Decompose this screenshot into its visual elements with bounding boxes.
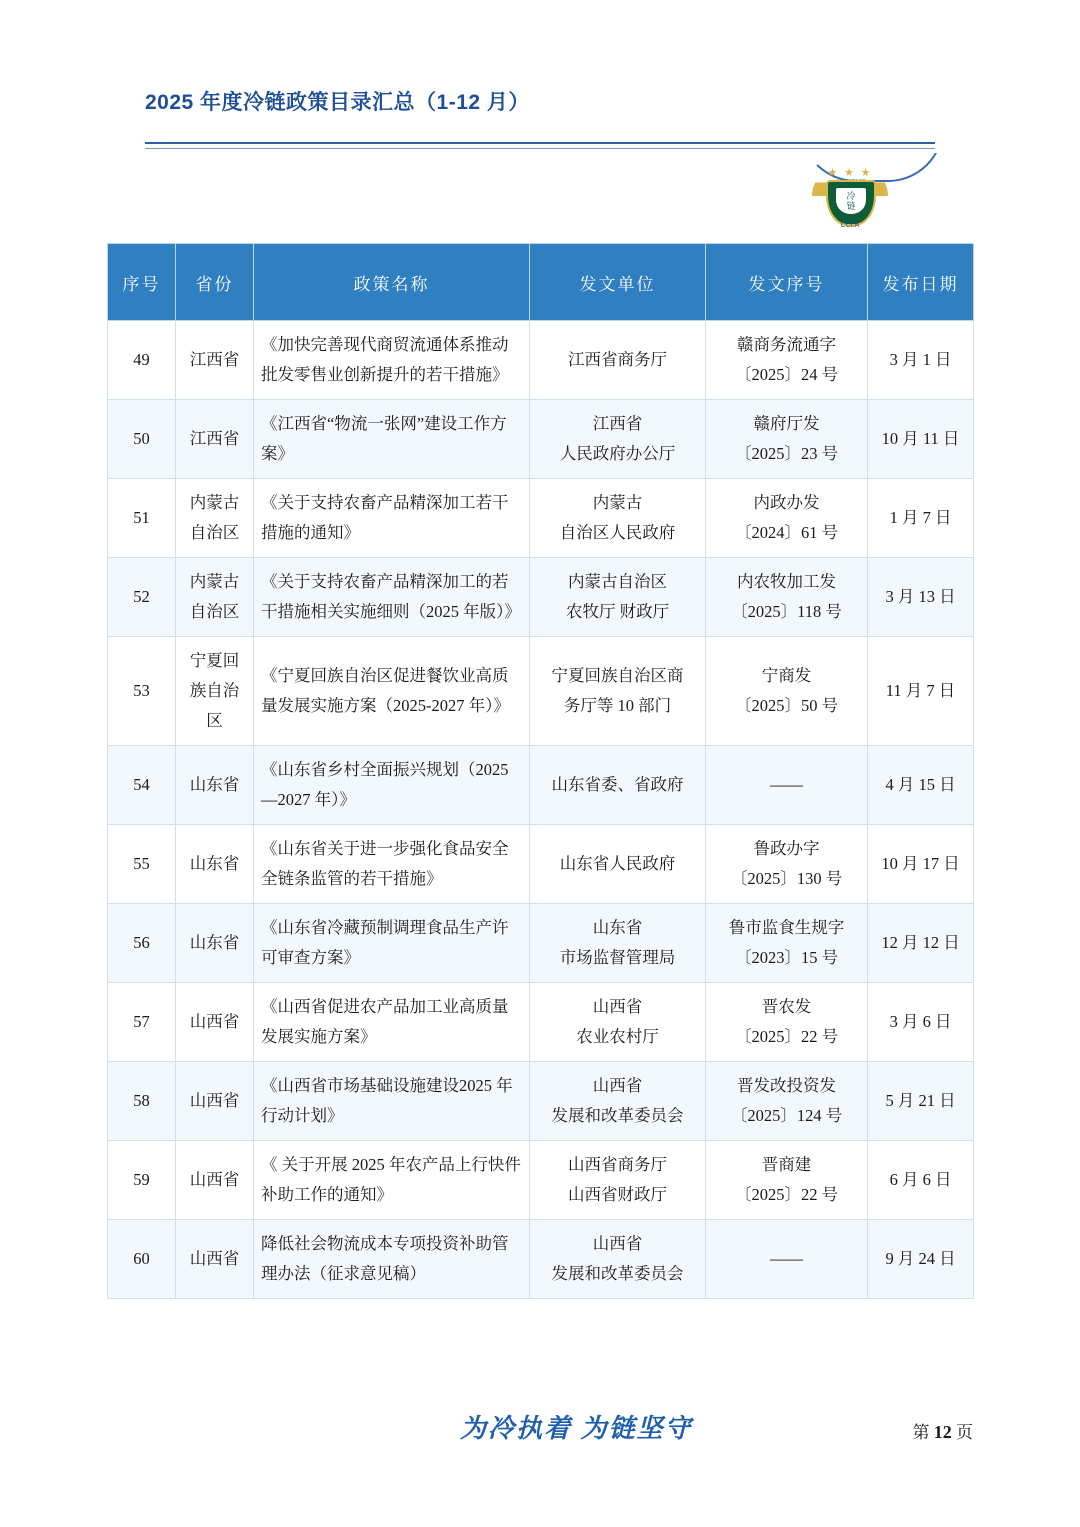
cell-province-line: 内蒙古 <box>189 572 240 591</box>
shield-icon <box>826 180 876 226</box>
cell-province-line: 山西省 <box>189 1091 240 1110</box>
cell-issuing-org-line: 山西省财政厅 <box>568 1185 667 1204</box>
column-header-issuing-org: 发文单位 <box>530 244 706 321</box>
cell-province-line: 区 <box>206 711 223 730</box>
cell-province <box>176 479 254 558</box>
cell-doc-number-line: 内政办发 <box>753 493 820 512</box>
cell-no: 56 <box>108 904 176 983</box>
cell-issuing-org-line: 山西省 <box>592 1234 643 1253</box>
cell-doc-number-line: 〔2025〕24 号 <box>734 365 839 384</box>
cell-issuing-org <box>530 1062 706 1141</box>
cell-doc-number-line: —— <box>770 1249 803 1268</box>
cell-doc-number-line: 〔2025〕22 号 <box>734 1027 839 1046</box>
cell-province-line: 山西省 <box>189 1170 240 1189</box>
cell-policy-name: 《山东省关于进一步强化食品安全全链条监管的若干措施》 <box>254 825 530 904</box>
cell-issuing-org-line: 江西省 <box>592 414 643 433</box>
cell-province <box>176 1141 254 1220</box>
shield-inner <box>836 188 866 214</box>
table-row <box>108 479 974 558</box>
cell-issuing-org <box>530 983 706 1062</box>
cell-province <box>176 321 254 400</box>
table-row <box>108 983 974 1062</box>
cell-no: 49 <box>108 321 176 400</box>
cell-province <box>176 983 254 1062</box>
cell-doc-number <box>706 321 868 400</box>
cell-issuing-org-line: 山西省 <box>592 1076 643 1095</box>
table-row <box>108 825 974 904</box>
cell-release-date: 9 月 24 日 <box>868 1220 974 1299</box>
cell-doc-number <box>706 479 868 558</box>
cell-doc-number-line: 赣商务流通字 <box>737 335 836 354</box>
cell-issuing-org <box>530 825 706 904</box>
cell-no: 55 <box>108 825 176 904</box>
organization-logo-icon <box>812 166 888 232</box>
cell-issuing-org-line: 山西省 <box>592 997 643 1016</box>
cell-policy-name: 《关于支持农畜产品精深加工若干措施的通知》 <box>254 479 530 558</box>
cell-province <box>176 637 254 746</box>
logo-stars: ★ ★ ★ <box>827 167 873 179</box>
cell-province-line: 江西省 <box>189 350 240 369</box>
cell-province <box>176 1062 254 1141</box>
cell-province-line: 山东省 <box>189 854 240 873</box>
page-number-value: 12 <box>933 1422 952 1442</box>
cell-doc-number <box>706 637 868 746</box>
cell-issuing-org <box>530 400 706 479</box>
cell-release-date: 10 月 17 日 <box>868 825 974 904</box>
column-header-province: 省份 <box>176 244 254 321</box>
cell-release-date: 5 月 21 日 <box>868 1062 974 1141</box>
cell-doc-number-line: —— <box>770 775 803 794</box>
cell-release-date: 3 月 1 日 <box>868 321 974 400</box>
table-row <box>108 558 974 637</box>
table-header-row <box>108 244 974 321</box>
table-body <box>108 321 974 1299</box>
cell-doc-number-line: 内农牧加工发 <box>737 572 836 591</box>
cell-doc-number-line: 〔2025〕130 号 <box>730 869 843 888</box>
cell-issuing-org <box>530 1220 706 1299</box>
page-number-prefix: 第 <box>912 1423 930 1442</box>
cell-policy-name: 《加快完善现代商贸流通体系推动批发零售业创新提升的若干措施》 <box>254 321 530 400</box>
cell-doc-number-line: 晋商建 <box>761 1155 812 1174</box>
cell-doc-number-line: 〔2025〕23 号 <box>734 444 839 463</box>
cell-issuing-org <box>530 321 706 400</box>
cell-release-date: 3 月 13 日 <box>868 558 974 637</box>
cell-issuing-org-line: 务厅等 10 部门 <box>563 696 672 715</box>
cell-issuing-org-line: 山东省委、省政府 <box>551 775 684 794</box>
cell-issuing-org-line: 市场监督管理局 <box>559 948 676 967</box>
cell-issuing-org-line: 农业农村厅 <box>576 1027 659 1046</box>
cell-issuing-org-line: 内蒙古 <box>592 493 643 512</box>
cell-doc-number <box>706 983 868 1062</box>
cell-doc-number-line: 宁商发 <box>761 666 812 685</box>
page-number <box>913 1418 974 1443</box>
cell-release-date: 3 月 6 日 <box>868 983 974 1062</box>
cell-issuing-org <box>530 904 706 983</box>
column-header-no: 序号 <box>108 244 176 321</box>
cell-issuing-org <box>530 746 706 825</box>
table-row <box>108 400 974 479</box>
cell-issuing-org-line: 发展和改革委员会 <box>551 1264 684 1283</box>
column-header-doc-number: 发文序号 <box>706 244 868 321</box>
column-header-release-date: 发布日期 <box>868 244 974 321</box>
cell-issuing-org <box>530 637 706 746</box>
cell-policy-name: 《山西省促进农产品加工业高质量发展实施方案》 <box>254 983 530 1062</box>
cell-province <box>176 400 254 479</box>
cell-issuing-org-line: 农牧厅 财政厅 <box>565 602 670 621</box>
cell-policy-name: 《宁夏回族自治区促进餐饮业高质量发展实施方案（2025-2027 年）》 <box>254 637 530 746</box>
cell-province-line: 山西省 <box>189 1249 240 1268</box>
cell-issuing-org-line: 山东省 <box>592 918 643 937</box>
cell-province-line: 宁夏回 <box>189 651 240 670</box>
cell-province <box>176 904 254 983</box>
cell-province-line: 山东省 <box>189 775 240 794</box>
table-row <box>108 1062 974 1141</box>
cell-province-line: 山西省 <box>189 1012 240 1031</box>
logo-bottom-text: CCLA <box>840 222 860 229</box>
cell-no: 59 <box>108 1141 176 1220</box>
cell-no: 50 <box>108 400 176 479</box>
table-row <box>108 637 974 746</box>
shield-text: 冷 链 <box>846 191 856 211</box>
cell-no: 58 <box>108 1062 176 1141</box>
cell-no: 57 <box>108 983 176 1062</box>
cell-no: 54 <box>108 746 176 825</box>
cell-province-line: 内蒙古 <box>189 493 240 512</box>
cell-doc-number-line: 晋发改投资发 <box>737 1076 836 1095</box>
cell-province <box>176 746 254 825</box>
cell-province-line: 族自治 <box>189 681 240 700</box>
table-row <box>108 321 974 400</box>
cell-doc-number <box>706 746 868 825</box>
table-row <box>108 1220 974 1299</box>
cell-issuing-org-line: 自治区人民政府 <box>559 523 676 542</box>
policy-table <box>107 243 974 1299</box>
table-row <box>108 746 974 825</box>
cell-issuing-org-line: 江西省商务厅 <box>568 350 667 369</box>
cell-doc-number-line: 〔2025〕124 号 <box>730 1106 843 1125</box>
cell-province <box>176 1220 254 1299</box>
cell-release-date: 1 月 7 日 <box>868 479 974 558</box>
cell-province-line: 江西省 <box>189 429 240 448</box>
cell-doc-number <box>706 1141 868 1220</box>
page-footer <box>0 1400 1080 1480</box>
cell-doc-number-line: 〔2025〕118 号 <box>731 602 842 621</box>
cell-doc-number-line: 晋农发 <box>761 997 812 1016</box>
cell-doc-number <box>706 825 868 904</box>
cell-release-date: 6 月 6 日 <box>868 1141 974 1220</box>
cell-issuing-org <box>530 1141 706 1220</box>
cell-release-date: 10 月 11 日 <box>868 400 974 479</box>
cell-issuing-org <box>530 479 706 558</box>
cell-release-date: 12 月 12 日 <box>868 904 974 983</box>
cell-policy-name: 降低社会物流成本专项投资补助管理办法（征求意见稿） <box>254 1220 530 1299</box>
policy-table-container <box>107 243 973 1299</box>
cell-province-line: 自治区 <box>189 523 240 542</box>
cell-doc-number-line: 赣府厅发 <box>753 414 820 433</box>
cell-doc-number <box>706 400 868 479</box>
cell-doc-number-line: 鲁政办字 <box>753 839 820 858</box>
cell-release-date: 11 月 7 日 <box>868 637 974 746</box>
cell-doc-number <box>706 904 868 983</box>
cell-doc-number-line: 〔2023〕15 号 <box>734 948 839 967</box>
cell-issuing-org-line: 宁夏回族自治区商 <box>551 666 684 685</box>
cell-issuing-org-line: 人民政府办公厅 <box>559 444 676 463</box>
footer-slogan: 为冷执着 为链坚守 <box>460 1414 693 1443</box>
cell-policy-name: 《山西省市场基础设施建设2025 年行动计划》 <box>254 1062 530 1141</box>
cell-province-line: 自治区 <box>189 602 240 621</box>
page-number-suffix: 页 <box>956 1423 973 1442</box>
cell-province-line: 山东省 <box>189 933 240 952</box>
cell-no: 52 <box>108 558 176 637</box>
cell-doc-number-line: 鲁市监食生规字 <box>728 918 845 937</box>
page-header <box>0 86 1080 229</box>
cell-policy-name: 《关于支持农畜产品精深加工的若干措施相关实施细则（2025 年版）》 <box>254 558 530 637</box>
page-title: 2025 年度冷链政策目录汇总（1-12 月） <box>145 91 530 114</box>
cell-no: 60 <box>108 1220 176 1299</box>
cell-doc-number <box>706 1062 868 1141</box>
table-row <box>108 904 974 983</box>
cell-doc-number-line: 〔2024〕61 号 <box>734 523 839 542</box>
cell-doc-number <box>706 1220 868 1299</box>
cell-issuing-org-line: 山西省商务厅 <box>568 1155 667 1174</box>
cell-doc-number-line: 〔2025〕50 号 <box>734 696 839 715</box>
cell-issuing-org-line: 山东省人民政府 <box>559 854 676 873</box>
column-header-policy-name: 政策名称 <box>254 244 530 321</box>
cell-policy-name: 《江西省“物流一张网”建设工作方案》 <box>254 400 530 479</box>
cell-doc-number <box>706 558 868 637</box>
cell-no: 53 <box>108 637 176 746</box>
cell-province <box>176 825 254 904</box>
cell-issuing-org-line: 内蒙古自治区 <box>568 572 667 591</box>
cell-doc-number-line: 〔2025〕22 号 <box>734 1185 839 1204</box>
cell-release-date: 4 月 15 日 <box>868 746 974 825</box>
table-row <box>108 1141 974 1220</box>
cell-policy-name: 《 关于开展 2025 年农产品上行快件补助工作的通知》 <box>254 1141 530 1220</box>
cell-issuing-org <box>530 558 706 637</box>
cell-province <box>176 558 254 637</box>
cell-issuing-org-line: 发展和改革委员会 <box>551 1106 684 1125</box>
cell-policy-name: 《山东省冷藏预制调理食品生产许可审查方案》 <box>254 904 530 983</box>
cell-no: 51 <box>108 479 176 558</box>
cell-policy-name: 《山东省乡村全面振兴规划（2025—2027 年）》 <box>254 746 530 825</box>
